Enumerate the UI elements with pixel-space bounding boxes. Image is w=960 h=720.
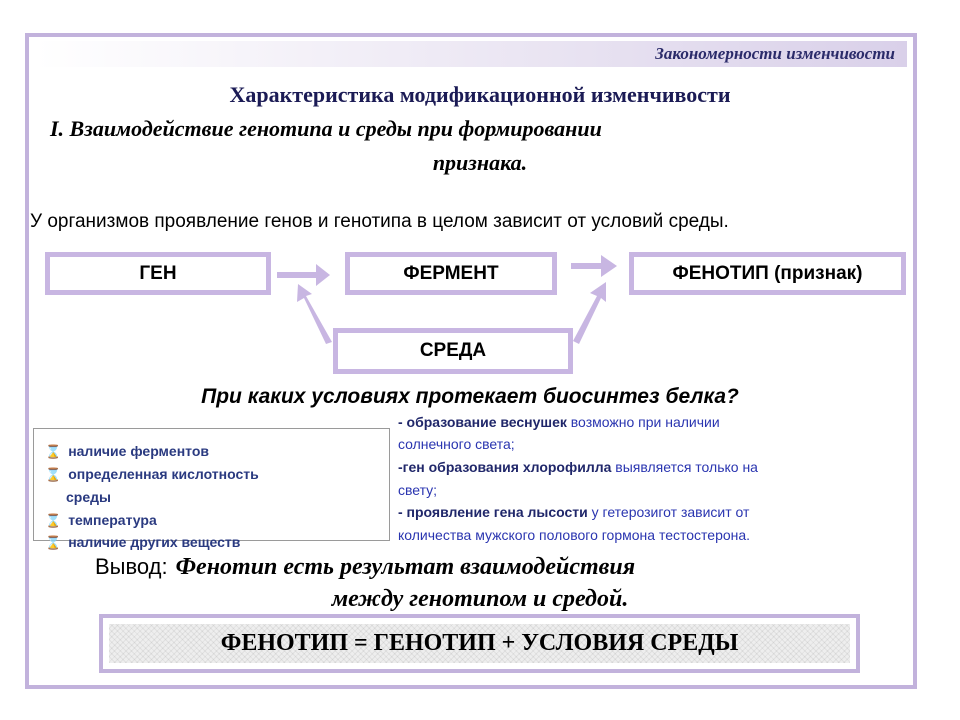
gene-label: ГЕН <box>139 262 177 284</box>
hourglass-icon: ⌛ <box>45 444 62 459</box>
conclusion-text: Фенотип есть результат взаимодействия <box>175 554 636 580</box>
condition-item: ⌛ температура <box>45 512 157 528</box>
condition-item: ⌛ наличие других веществ <box>45 534 241 550</box>
arrow-environment-to-enzyme <box>297 284 332 344</box>
header-title: Закономерности изменчивости <box>655 44 895 63</box>
condition-item-continued: среды <box>66 489 111 505</box>
arrow-gene-to-enzyme <box>277 264 330 286</box>
formula-text: ФЕНОТИП = ГЕНОТИП + УСЛОВИЯ СРЕДЫ <box>109 624 850 663</box>
question-text: При каких условиях протекает биосинтез белка? <box>201 385 739 408</box>
formula-box <box>99 614 860 673</box>
conclusion-line2: между генотипом и средой. <box>331 586 629 612</box>
arrow-environment-to-phenotype <box>573 282 606 344</box>
conclusion-label: Вывод: <box>95 554 168 579</box>
example-chlorophyll: -ген образования хлорофилла выявляется только на <box>398 459 758 475</box>
conclusion-line1 <box>95 554 635 581</box>
example-freckles-cont: солнечного света; <box>398 436 515 452</box>
example-baldness: - проявление гена лысости у гетерозигот зависит от <box>398 504 750 520</box>
hourglass-icon: ⌛ <box>45 467 62 482</box>
intro-text: У организмов проявление генов и генотипа в целом зависит от условий среды. <box>30 211 729 232</box>
example-freckles: - образование веснушек возможно при наличии <box>398 414 720 430</box>
example-baldness-cont: количества мужского полового гормона тестостерона. <box>398 527 751 543</box>
example-chlorophyll-cont: свету; <box>398 482 438 498</box>
hourglass-icon: ⌛ <box>45 535 62 550</box>
enzyme-label: ФЕРМЕНТ <box>403 262 499 284</box>
section-title-line2: признака. <box>432 150 528 175</box>
arrow-enzyme-to-phenotype <box>571 255 617 277</box>
section-title-line1: I. Взаимодействие генотипа и среды при формировании <box>50 116 602 141</box>
slide-title: Характеристика модификационной изменчивости <box>229 82 731 107</box>
hourglass-icon: ⌛ <box>45 513 62 528</box>
condition-item: ⌛ определенная кислотность <box>45 466 259 482</box>
environment-label: СРЕДА <box>419 340 487 361</box>
phenotype-label: ФЕНОТИП (признак) <box>672 262 863 284</box>
condition-item: ⌛ наличие ферментов <box>45 443 209 459</box>
